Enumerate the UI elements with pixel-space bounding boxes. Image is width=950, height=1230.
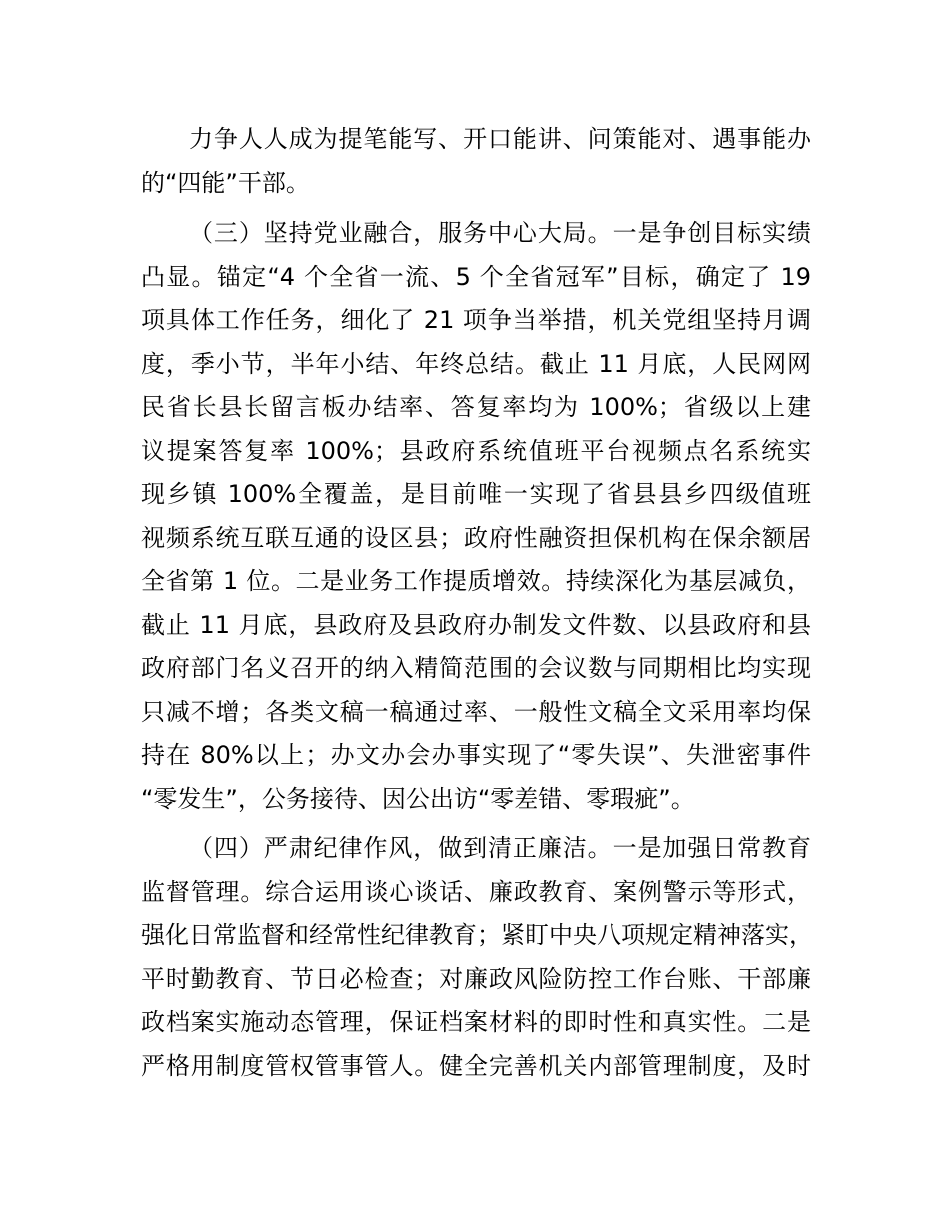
text-line: 监督管理。综合运用谈心谈话、廉政教育、案例警示等形式，	[141, 877, 811, 906]
paragraph-1	[141, 118, 811, 205]
text-line: 度，季小节，半年小结、年终总结。截止 11 月底，人民网网	[141, 349, 811, 378]
text-line: 项具体工作任务，细化了 21 项争当举措，机关党组坚持月调	[141, 306, 811, 334]
text-line: 视频系统互联互通的设区县；政府性融资担保机构在保余额居	[141, 523, 811, 552]
text-line: 政府部门名义召开的纳入精简范围的会议数与同期相比均实现	[141, 654, 811, 682]
paragraph-2	[141, 212, 811, 821]
text-line: 平时勤教育、节日必检查；对廉政风险防控工作台账、干部廉	[141, 964, 811, 993]
text-line: 只减不增；各类文稿一稿通过率、一般性文稿全文采用率均保	[141, 697, 811, 726]
paragraph-3	[141, 827, 811, 1088]
text-line: 凸显。锚定“4 个全省一流、5 个全省冠军”目标，确定了 19	[141, 262, 811, 291]
text-line: 持在 80%以上；办文办会办事实现了“零失误”、失泄密事件	[141, 741, 811, 769]
text-line: 现乡镇 100%全覆盖，是目前唯一实现了省县县乡四级值班	[141, 480, 811, 508]
text-line: 议提案答复率 100%；县政府系统值班平台视频点名系统实	[141, 436, 811, 465]
text-line: 强化日常监督和经常性纪律教育；紧盯中央八项规定精神落实，	[141, 921, 813, 949]
text-line: 严格用制度管权管事管人。健全完善机关内部管理制度，及时	[141, 1051, 811, 1080]
text-line: （四）严肃纪律作风，做到清正廉洁。一是加强日常教育	[189, 834, 811, 862]
text-line: （三）坚持党业融合，服务中心大局。一是争创目标实绩	[189, 219, 811, 247]
text-line: 全省第 1 位。二是业务工作提质增效。持续深化为基层减负，	[141, 567, 811, 595]
text-line: 政档案实施动态管理，保证档案材料的即时性和真实性。二是	[141, 1008, 811, 1036]
text-line: 截止 11 月底，县政府及县政府办制发文件数、以县政府和县	[141, 610, 811, 639]
document-body	[141, 118, 811, 1088]
text-line: 民省长县长留言板办结率、答复率均为 100%；省级以上建	[141, 393, 811, 421]
text-line: “零发生”，公务接待、因公出访“零差错、零瑕疵”。	[141, 784, 695, 813]
text-line: 的“四能”干部。	[141, 168, 310, 197]
text-line: 力争人人成为提笔能写、开口能讲、问策能对、遇事能办	[189, 125, 811, 153]
